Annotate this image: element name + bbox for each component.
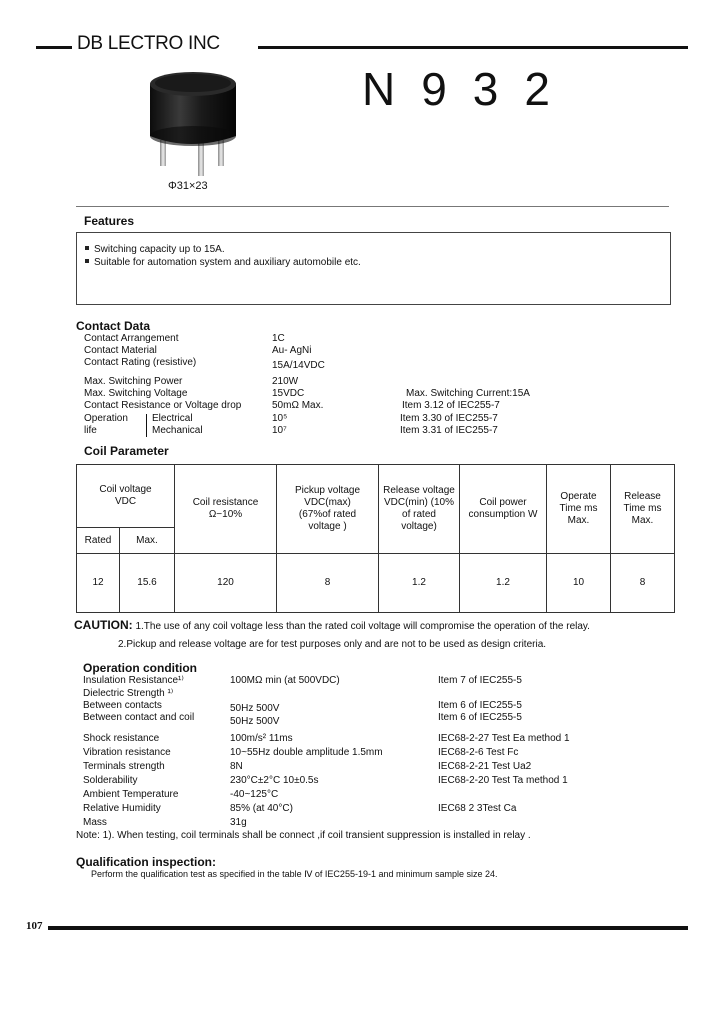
life-divider [146,414,147,437]
qualification-text: Perform the qualification test as specified in the table Ⅳ of IEC255-19-1 and minimum sample size 24. [91,869,498,879]
cell-power: 1.2 [460,554,547,613]
qualification-title: Qualification inspection: [76,855,217,869]
operation-title: Operation condition [83,661,197,675]
op-ref: Item 6 of IEC255-5 [438,712,522,723]
header-max: Max. [120,528,175,554]
electrical-extra: Item 3.30 of IEC255-7 [400,413,498,424]
brand-name: DB LECTRO INC [77,33,220,54]
header-release-time: Release Time ms Max. [611,465,675,554]
cell-release-time: 8 [611,554,675,613]
op-label: Insulation Resistance¹⁾ [83,675,184,686]
feature-text: Switching capacity up to 15A. [94,244,225,255]
op-label: Relative Humidity [83,803,161,814]
dimensions-label: Φ31×23 [168,180,208,192]
feature-item [85,244,225,255]
op-value: 50Hz 500V [230,716,280,727]
op-label: Dielectric Strength ¹⁾ [83,688,174,699]
contact-label: Contact Material [84,345,157,356]
op-ref: Item 7 of IEC255-5 [438,675,522,686]
op-value: 31g [230,817,247,828]
caution-label: CAUTION: [74,618,133,632]
page-number: 107 [26,920,43,932]
op-label: Shock resistance [83,733,160,744]
footer-rule [48,926,688,930]
feature-text: Suitable for automation system and auxiliary automobile etc. [94,257,361,268]
contact-data-title: Contact Data [76,319,151,333]
cell-rated: 12 [77,554,120,613]
features-title: Features [84,214,135,228]
operation-note: Note: 1). When testing, coil terminals shall be connect ,if coil transient suppression is installed in relay . [76,830,531,841]
cell-pickup: 8 [277,554,379,613]
mechanical-extra: Item 3.31 of IEC255-7 [400,425,498,436]
coil-parameter-table [76,464,675,613]
title-divider [76,206,669,207]
op-label: Ambient Temperature [83,789,179,800]
cell-operate: 10 [547,554,611,613]
model-number: N932 [362,63,576,115]
op-label: Solderability [83,775,138,786]
op-ref: IEC68-2-27 Test Ea method 1 [438,733,570,744]
coil-parameter-title: Coil Parameter [84,444,169,458]
life-label-top: Operation [84,413,128,424]
op-value: 50Hz 500V [230,703,280,714]
op-ref: Item 6 of IEC255-5 [438,700,522,711]
contact-value: 15VDC [272,388,305,399]
op-ref: IEC68-2-20 Test Ta method 1 [438,775,568,786]
header-pickup-voltage: Pickup voltage VDC(max) (67%of rated voltage ) [277,465,379,554]
contact-label: Max. Switching Voltage [84,388,188,399]
features-box [76,232,671,305]
op-label: Between contacts [83,700,162,711]
op-value: 85% (at 40°C) [230,803,293,814]
contact-value: Au- AgNi [272,345,312,356]
caution-text-1: 1.The use of any coil voltage less than the rated coil voltage will compromise the operation of the relay. [135,621,590,632]
header-coil-resistance: Coil resistance Ω−10% [175,465,277,554]
header-release-voltage: Release voltage VDC(min) (10% of rated voltage) [379,465,460,554]
header-rule-left [36,46,72,49]
caution-text-2: 2.Pickup and release voltage are for test purposes only and are not to be used as design criteria. [118,639,547,650]
feature-item [85,257,361,268]
op-ref: IEC68 2 3Test Ca [438,803,517,814]
op-value: 8N [230,761,243,772]
cell-max: 15.6 [120,554,175,613]
op-value: 100MΩ min (at 500VDC) [230,675,340,686]
contact-value: 50mΩ Max. [272,400,324,411]
header-rule-right [258,46,688,49]
contact-label: Contact Arrangement [84,333,179,344]
cell-resistance: 120 [175,554,277,613]
bullet-icon [85,246,89,250]
op-ref: IEC68-2-21 Test Ua2 [438,761,532,772]
bullet-icon [85,259,89,263]
caution-line-1 [74,618,590,632]
header-rated: Rated [77,528,120,554]
header-coil-voltage: Coil voltage VDC [77,465,175,528]
op-ref: IEC68-2-6 Test Fc [438,747,519,758]
op-value: 10~55Hz double amplitude 1.5mm [230,747,383,758]
contact-label: Contact Resistance or Voltage drop [84,400,242,411]
cell-release: 1.2 [379,554,460,613]
op-label: Vibration resistance [83,747,171,758]
contact-extra: Max. Switching Current:15A [406,388,530,399]
header-coil-power: Coil power consumption W [460,465,547,554]
contact-extra: Item 3.12 of IEC255-7 [402,400,500,411]
contact-value: 210W [272,376,299,387]
contact-value: 1C [272,333,285,344]
electrical-value: 10⁵ [272,413,288,424]
op-label: Mass [83,817,107,828]
contact-label: Contact Rating (resistive) [84,357,197,368]
op-label: Terminals strength [83,761,165,772]
op-value: -40~125°C [230,789,279,800]
op-value: 100m/s² 11ms [230,733,293,744]
electrical-label: Electrical [152,413,193,424]
relay-product-image [140,66,250,184]
contact-value: 15A/14VDC [272,360,325,371]
mechanical-value: 10⁷ [272,425,287,436]
contact-label: Max. Switching Power [84,376,183,387]
op-value: 230°C±2°C 10±0.5s [230,775,319,786]
header-operate-time: Operate Time ms Max. [547,465,611,554]
mechanical-label: Mechanical [152,425,203,436]
op-label: Between contact and coil [83,712,195,723]
life-label-bottom: life [84,425,97,436]
